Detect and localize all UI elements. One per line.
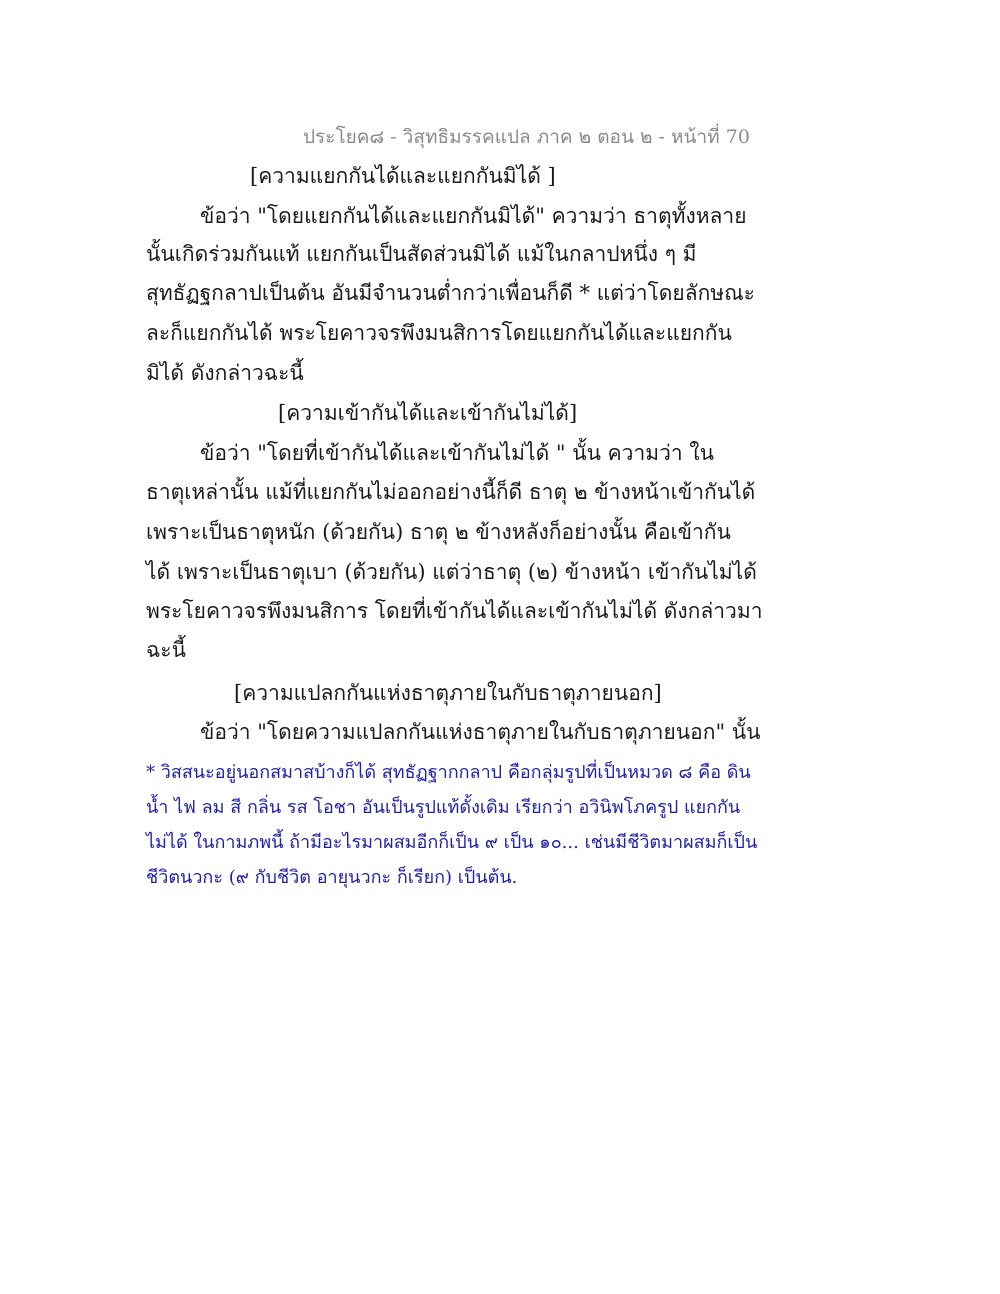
paragraph-line: ข้อว่า "โดยแยกกันได้และแยกกันมิได้" ความว่า ธาตุทั้งหลาย — [200, 204, 747, 228]
paragraph-line: พระโยคาวจรพึงมนสิการ โดยที่เข้ากันได้และเข้ากันไม่ได้ ดังกล่าวมา — [146, 599, 763, 623]
paragraph-line: มิได้ ดังกล่าวฉะนี้ — [146, 361, 304, 385]
paragraph-line: นั้นเกิดร่วมกันแท้ แยกกันเป็นสัดส่วนมิได้ แม้ในกลาปหนึ่ง ๆ มี — [146, 242, 697, 266]
paragraph-line: ละก็แยกกันได้ พระโยคาวจรพึงมนสิการโดยแยกกันได้และแยกกัน — [146, 321, 732, 345]
section-heading-internal-external: [ความแปลกกันแห่งธาตุภายในกับธาตุภายนอก] — [234, 681, 662, 705]
section-heading-separable: [ความแยกกันได้และแยกกันมิได้ ] — [250, 164, 556, 188]
paragraph-line: ได้ เพราะเป็นธาตุเบา (ด้วยกัน) แต่ว่าธาตุ (๒) ข้างหน้า เข้ากันไม่ได้ — [146, 560, 757, 584]
footnote-line: * วิสสนะอยู่นอกสมาสบ้างก็ได้ สุทธัฏฐากกลาป คือกลุ่มรูปที่เป็นหมวด ๘ คือ ดิน — [146, 762, 751, 783]
page-header: ประโยค๘ - วิสุทธิมรรคแปล ภาค ๒ ตอน ๒ - หน้าที่ 70 — [303, 126, 750, 148]
paragraph-line: ข้อว่า "โดยที่เข้ากันได้และเข้ากันไม่ได้ " นั้น ความว่า ใน — [200, 441, 714, 465]
paragraph-line: เพราะเป็นธาตุหนัก (ด้วยกัน) ธาตุ ๒ ข้างหลังก็อย่างนั้น คือเข้ากัน — [146, 520, 731, 544]
paragraph-line: ธาตุเหล่านั้น แม้ที่แยกกันไม่ออกอย่างนี้ก็ดี ธาตุ ๒ ข้างหน้าเข้ากันได้ — [146, 480, 756, 504]
paragraph-line: ข้อว่า "โดยความแปลกกันแห่งธาตุภายในกับธาตุภายนอก" นั้น — [200, 720, 761, 744]
footnote-line: ชีวิตนวกะ (๙ กับชีวิต อายุนวกะ ก็เรียก) เป็นต้น. — [146, 867, 518, 888]
section-heading-compatible: [ความเข้ากันได้และเข้ากันไม่ได้] — [278, 401, 578, 425]
footnote-line: น้ำ ไฟ ลม สี กลิ่น รส โอชา อันเป็นรูปแท้ดั้งเดิม เรียกว่า อวินิพโภครูป แยกกัน — [146, 797, 741, 818]
footnote-line: ไม่ได้ ในกามภพนี้ ถ้ามีอะไรมาผสมอีกก็เป็น ๙ เป็น ๑๐... เช่นมีชีวิตมาผสมก็เป็น — [146, 832, 758, 853]
paragraph-line: ฉะนี้ — [146, 638, 186, 662]
paragraph-line: สุทธัฏฐกลาปเป็นต้น อันมีจำนวนต่ำกว่าเพื่อนก็ดี * แต่ว่าโดยลักษณะ — [146, 281, 755, 305]
